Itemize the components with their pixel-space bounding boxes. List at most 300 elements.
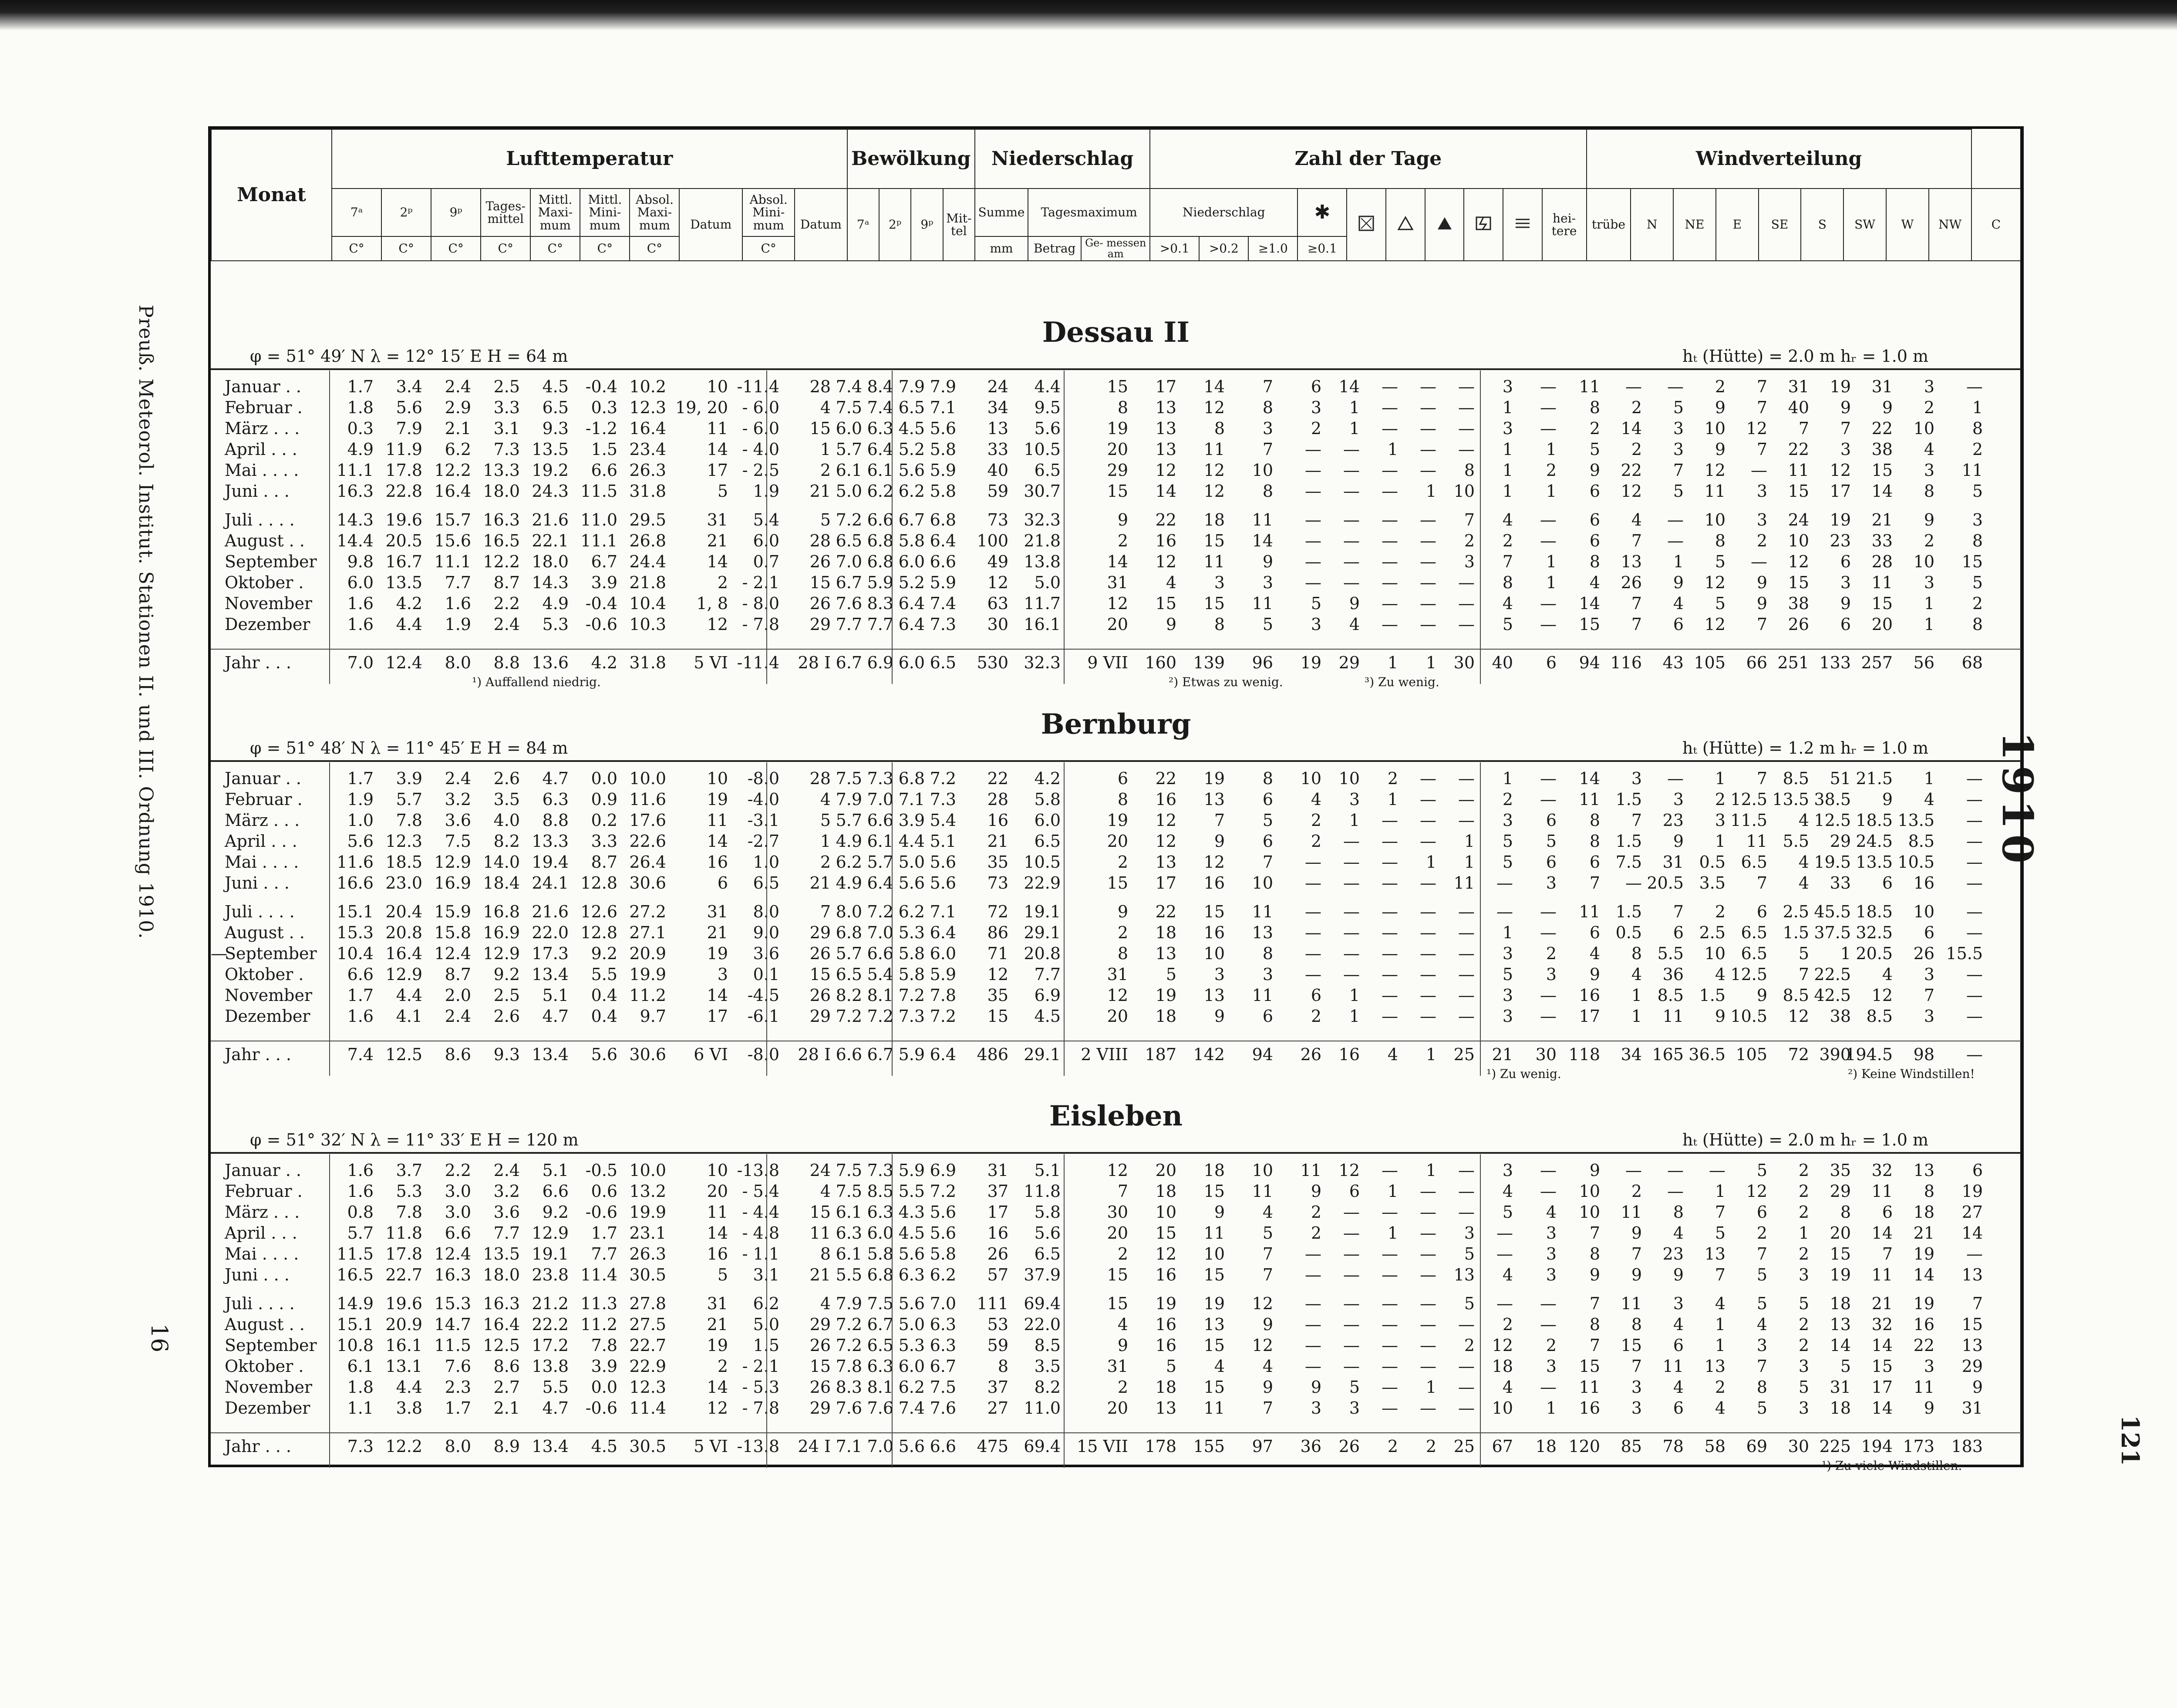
table-cell: — <box>1343 531 1360 550</box>
table-cell: 16.1 <box>1024 615 1061 634</box>
table-cell: 12.2 <box>483 552 520 571</box>
table-cell: 5.7 <box>347 1223 374 1243</box>
table-cell: 11.2 <box>629 986 666 1005</box>
table-cell: 22 <box>1621 461 1642 480</box>
table-cell: 7 <box>1715 1203 1725 1222</box>
table-cell: 11 <box>1252 594 1273 613</box>
table-cell: 7.9 <box>836 1294 862 1313</box>
table-cell: 5 <box>1464 1244 1475 1263</box>
table-cell: 8 <box>1589 552 1600 571</box>
table-cell: 11.5 <box>1730 811 1767 830</box>
table-cell: 11 <box>1961 461 1983 480</box>
table-cell: - 1.1 <box>742 1244 779 1263</box>
table-row <box>211 419 2021 440</box>
table-cell: 14 <box>1579 594 1600 613</box>
table-cell: — <box>1382 1203 1398 1222</box>
table-cell: 1 <box>1631 986 1642 1005</box>
unit-c: C° <box>381 236 431 261</box>
table-cell: 13 <box>1621 552 1642 571</box>
table-cell: 2.4 <box>493 1161 520 1180</box>
table-cell: — <box>1667 377 1684 396</box>
table-cell: 4 <box>1715 965 1725 984</box>
table-cell: 19 <box>1300 653 1321 672</box>
table-cell: 23 <box>1662 811 1684 830</box>
table-cell: 26.3 <box>629 461 666 480</box>
table-cell: 5.2 <box>898 440 925 459</box>
table-cell: -1.2 <box>585 419 617 438</box>
table-cell: 3 <box>1924 461 1934 480</box>
col-wind-w: W <box>1886 189 1929 261</box>
table-cell: 5 <box>1756 1294 1767 1313</box>
table-cell: 4 <box>1502 1265 1513 1284</box>
table-cell: 19 <box>1203 769 1225 788</box>
table-cell: 4 <box>1798 852 1809 872</box>
table-cell: 12.5 <box>385 1045 422 1064</box>
table-cell: 7 <box>1756 1357 1767 1376</box>
table-cell: 5.5 <box>898 1182 925 1201</box>
table-cell: 1 <box>1502 923 1513 942</box>
table-cell: — <box>1540 986 1557 1005</box>
table-cell: 16 <box>1203 923 1225 942</box>
table-cell: 17 <box>1155 377 1176 396</box>
table-cell: - 8.0 <box>742 594 779 613</box>
table-cell: 3 <box>1311 1398 1321 1418</box>
table-cell: 5 <box>1673 398 1684 417</box>
table-cell: 10.0 <box>629 769 666 788</box>
table-cell: — <box>1458 1182 1475 1201</box>
table-cell: 7 <box>1589 1223 1600 1243</box>
table-cell: 40 <box>1788 398 1809 417</box>
table-cell: 3 <box>1546 873 1557 893</box>
table-cell: 9 <box>1756 594 1767 613</box>
table-cell: 20.5 <box>385 531 422 550</box>
table-cell: 20.9 <box>385 1315 422 1334</box>
table-cell: 1 <box>1349 986 1360 1005</box>
table-cell: 1.7 <box>591 1223 617 1243</box>
table-cell: 8 <box>1840 1203 1851 1222</box>
table-cell: 26.8 <box>629 531 666 550</box>
table-cell: 26 <box>809 1378 831 1397</box>
table-cell: — <box>1420 377 1436 396</box>
table-cell: 9.2 <box>493 965 520 984</box>
table-cell: 12 <box>707 1398 728 1418</box>
unit-c: C° <box>431 236 481 261</box>
table-cell: 31 <box>1662 852 1684 872</box>
table-cell: 1 <box>1546 482 1557 501</box>
table-cell: 22.9 <box>1024 873 1061 893</box>
table-cell: 15 <box>1961 1315 1983 1334</box>
table-cell: 29 <box>809 1315 831 1334</box>
table-cell: 6.1 <box>867 461 893 480</box>
table-cell: 7.9 <box>930 377 956 396</box>
table-cell: 3 <box>1502 1007 1513 1026</box>
table-cell: 8.7 <box>445 965 471 984</box>
table-cell: 22 <box>987 769 1008 788</box>
table-cell: 111 <box>977 1294 1008 1313</box>
table-cell: 51 <box>1830 769 1851 788</box>
table-cell: 5 <box>820 811 831 830</box>
table-cell: 33 <box>987 440 1008 459</box>
table-cell: 19.1 <box>1024 902 1061 921</box>
table-cell: 0.5 <box>1615 923 1642 942</box>
table-cell: 7 <box>1798 419 1809 438</box>
table-cell: 7.3 <box>930 615 956 634</box>
table-cell: 7.9 <box>836 790 862 809</box>
table-cell: 22 <box>1788 440 1809 459</box>
table-cell: 120 <box>1568 1437 1600 1456</box>
table-cell: 6.2 <box>930 1265 956 1284</box>
col-wind-ne: NE <box>1673 189 1716 261</box>
table-cell: 8.3 <box>836 1378 862 1397</box>
table-cell: 7 <box>1756 769 1767 788</box>
table-cell: 2 <box>1631 398 1642 417</box>
table-cell: 4 <box>1673 1223 1684 1243</box>
table-cell: 11 <box>1621 1203 1642 1222</box>
table-cell: 6.3 <box>542 790 569 809</box>
table-cell: 6 <box>717 873 728 893</box>
table-cell: — <box>1458 594 1475 613</box>
table-cell: 11.6 <box>337 852 374 872</box>
table-cell: 7.3 <box>867 1161 893 1180</box>
table-cell: 1.0 <box>347 811 374 830</box>
table-cell: 7.3 <box>867 769 893 788</box>
frost-icon <box>1386 189 1425 261</box>
table-cell: — <box>1458 377 1475 396</box>
table-cell: 24.1 <box>532 873 569 893</box>
table-cell: 15.3 <box>337 923 374 942</box>
table-cell: 187 <box>1145 1045 1176 1064</box>
col-absol-max: Absol. Maxi- mum <box>630 189 679 236</box>
table-cell: 6.6 <box>867 811 893 830</box>
table-cell: 8.5 <box>867 1182 893 1201</box>
table-cell: 7 <box>1924 986 1934 1005</box>
table-cell: 11.0 <box>1024 1398 1061 1418</box>
table-cell: 38.5 <box>1814 790 1851 809</box>
table-cell: 13 <box>1155 398 1176 417</box>
station-block <box>211 708 2021 1091</box>
table-cell: — <box>1382 1161 1398 1180</box>
month-label: August . . <box>225 923 305 942</box>
table-cell: 8.8 <box>493 653 520 672</box>
table-cell: 7.5 <box>836 1182 862 1201</box>
table-cell: 0.4 <box>591 986 617 1005</box>
table-cell: 5.6 <box>1034 419 1061 438</box>
table-cell: 5.8 <box>898 944 925 963</box>
table-cell: 1.6 <box>347 594 374 613</box>
table-cell: 10.4 <box>337 944 374 963</box>
table-cell: 31 <box>1788 377 1809 396</box>
table-cell: 14 <box>1961 1223 1983 1243</box>
table-cell: 100 <box>977 531 1008 550</box>
table-cell: 1 <box>1546 552 1557 571</box>
col-tagesmittel: Tages- mittel <box>481 189 530 236</box>
col-gemessen: Ge- messen am <box>1081 236 1150 261</box>
table-cell: 11.4 <box>580 1265 617 1284</box>
table-cell: 7.5 <box>1615 852 1642 872</box>
table-cell: — <box>1540 531 1557 550</box>
table-cell: — <box>1751 552 1767 571</box>
table-cell: 8 <box>820 1244 831 1263</box>
table-cell: 0.5 <box>1699 852 1725 872</box>
table-cell: 8 <box>1924 482 1934 501</box>
table-cell: 11.5 <box>580 482 617 501</box>
table-cell: — <box>1343 1315 1360 1334</box>
col-mittl-min: Mittl. Mini- mum <box>580 189 630 236</box>
table-cell: 16 <box>1913 1315 1934 1334</box>
table-cell: 7.1 <box>930 902 956 921</box>
table-cell: 12 <box>1252 1336 1273 1355</box>
table-cell: 13.3 <box>483 461 520 480</box>
table-cell: — <box>1382 923 1398 942</box>
table-cell: 4.3 <box>898 1203 925 1222</box>
table-cell: 16.4 <box>483 1315 520 1334</box>
table-cell: 9 <box>1840 398 1851 417</box>
table-cell: 7 <box>1262 852 1273 872</box>
table-cell: 194 <box>1861 1437 1893 1456</box>
table-cell: 12 <box>1704 461 1725 480</box>
table-cell: 2.5 <box>1699 923 1725 942</box>
table-cell: 9.5 <box>1034 398 1061 417</box>
table-cell: 1 <box>1464 832 1475 851</box>
table-cell: — <box>1625 1161 1642 1180</box>
table-cell: 8.3 <box>867 594 893 613</box>
table-cell: — <box>1305 902 1321 921</box>
footnote: ²) Etwas zu wenig. <box>1169 675 1283 689</box>
unit-c: C° <box>742 236 795 261</box>
table-cell: 16.3 <box>337 482 374 501</box>
table-cell: 6.0 <box>930 944 956 963</box>
table-cell: 2 <box>1311 811 1321 830</box>
table-cell: 6.5 <box>930 653 956 672</box>
table-cell: 69.4 <box>1024 1437 1061 1456</box>
table-cell: 7 <box>1673 902 1684 921</box>
month-label: Januar . . <box>225 1161 301 1180</box>
table-cell: 7 <box>1798 965 1809 984</box>
table-cell: 9 <box>1311 1182 1321 1201</box>
table-cell: 173 <box>1903 1437 1934 1456</box>
table-cell: 2 <box>1117 923 1128 942</box>
table-cell: 5 <box>1972 482 1983 501</box>
table-row <box>211 461 2021 482</box>
table-cell: 10.3 <box>629 615 666 634</box>
table-cell: 30.7 <box>1024 482 1061 501</box>
table-cell: 16.3 <box>483 1294 520 1313</box>
table-cell: 37.5 <box>1814 923 1851 942</box>
table-cell: 14 <box>707 1378 728 1397</box>
table-cell: 30.5 <box>629 1265 666 1284</box>
table-cell: 3 <box>1924 377 1934 396</box>
table-cell: 5.6 <box>930 1223 956 1243</box>
table-cell: 11 <box>1300 1161 1321 1180</box>
table-cell: 6.2 <box>898 1378 925 1397</box>
table-cell: 12.4 <box>385 653 422 672</box>
table-cell: 7.0 <box>347 653 374 672</box>
table-cell: 5 <box>1502 615 1513 634</box>
table-cell: 20.9 <box>629 944 666 963</box>
table-cell: 2.1 <box>493 1398 520 1418</box>
table-cell: 26 <box>809 944 831 963</box>
table-cell: 11 <box>1621 1294 1642 1313</box>
table-cell: 6.1 <box>836 1244 862 1263</box>
table-cell: — <box>1540 398 1557 417</box>
table-cell: 7 <box>1715 1265 1725 1284</box>
table-cell: 11 <box>1746 832 1767 851</box>
table-cell: 7.5 <box>930 1378 956 1397</box>
table-cell: 11 <box>1203 440 1225 459</box>
table-cell: 10 <box>1913 552 1934 571</box>
table-cell: 6.6 <box>930 552 956 571</box>
table-cell: 29 <box>1107 461 1128 480</box>
table-cell: 5.9 <box>867 573 893 592</box>
table-cell: 12.5 <box>483 1336 520 1355</box>
table-cell: — <box>1343 1265 1360 1284</box>
table-cell: — <box>1966 832 1983 851</box>
table-cell: 6.5 <box>1741 944 1767 963</box>
table-cell: -0.4 <box>585 594 617 613</box>
table-cell: -4.5 <box>747 986 779 1005</box>
table-cell: 5 VI <box>694 653 728 672</box>
table-cell: — <box>1540 377 1557 396</box>
table-cell: — <box>1382 461 1398 480</box>
table-row <box>211 923 2021 944</box>
table-cell: 5.1 <box>542 1161 569 1180</box>
table-cell: 12.9 <box>434 852 471 872</box>
page-number-right: 121 <box>2116 1415 2144 1466</box>
table-cell: 18 <box>1203 1161 1225 1180</box>
table-cell: 6.5 <box>542 398 569 417</box>
table-cell: 19.6 <box>385 1294 422 1313</box>
table-row <box>211 986 2021 1007</box>
table-cell: 1 <box>1502 769 1513 788</box>
table-cell: 4 <box>1631 510 1642 529</box>
table-cell: — <box>1420 923 1436 942</box>
table-row <box>211 398 2021 419</box>
table-cell: 11.5 <box>337 1244 374 1263</box>
table-cell: — <box>1305 461 1321 480</box>
table-cell: — <box>1343 852 1360 872</box>
station-name: Eisleben <box>1049 1100 1183 1132</box>
table-cell: 9 <box>1117 902 1128 921</box>
col-wind-se: SE <box>1759 189 1801 261</box>
table-cell: — <box>1420 790 1436 809</box>
table-cell: 7.4 <box>867 398 893 417</box>
table-cell: 6 <box>1117 769 1128 788</box>
table-cell: 3 <box>1840 573 1851 592</box>
ice-day-icon <box>1425 189 1464 261</box>
table-cell: 10.0 <box>629 1161 666 1180</box>
table-cell: 34 <box>987 398 1008 417</box>
table-cell: 5.0 <box>836 482 862 501</box>
col-datum-min: Datum <box>795 189 847 261</box>
table-cell: 5 <box>1798 1294 1809 1313</box>
table-cell: 1 <box>1387 653 1398 672</box>
table-cell: 5.2 <box>898 573 925 592</box>
table-cell: 37 <box>987 1182 1008 1201</box>
table-cell: — <box>1382 811 1398 830</box>
table-cell: 4.2 <box>396 594 422 613</box>
table-cell: 2 <box>717 1357 728 1376</box>
table-cell: 9 <box>1631 1223 1642 1243</box>
table-cell: 105 <box>1736 1045 1767 1064</box>
table-cell: 12 <box>1203 852 1225 872</box>
table-cell: 9.3 <box>542 419 569 438</box>
table-cell: 7.7 <box>836 615 862 634</box>
table-cell: 20.5 <box>1856 944 1893 963</box>
table-cell: 5.8 <box>1034 790 1061 809</box>
table-cell: 2 <box>1311 1223 1321 1243</box>
table-cell: 9.2 <box>591 944 617 963</box>
table-cell: 12.6 <box>580 902 617 921</box>
table-cell: 6.4 <box>867 440 893 459</box>
table-cell: 9 <box>1756 573 1767 592</box>
table-cell: 20 <box>1871 615 1893 634</box>
table-cell: -11.4 <box>737 377 779 396</box>
table-cell: 118 <box>1568 1045 1600 1064</box>
table-cell: 7 <box>1631 531 1642 550</box>
table-cell: -2.7 <box>747 832 779 851</box>
table-cell: 7.7 <box>493 1223 520 1243</box>
table-cell: 6 <box>1262 790 1273 809</box>
table-cell: 5 <box>717 482 728 501</box>
table-cell: 8 <box>1117 944 1128 963</box>
table-cell: 4.9 <box>836 832 862 851</box>
table-cell: 12 <box>1871 986 1893 1005</box>
table-cell: — <box>1458 615 1475 634</box>
table-cell: 7 <box>1589 873 1600 893</box>
table-cell: — <box>1382 1378 1398 1397</box>
table-cell: 23.0 <box>385 873 422 893</box>
table-cell: 7.1 <box>898 790 925 809</box>
table-cell: 13 <box>987 419 1008 438</box>
table-cell: 16.7 <box>385 552 422 571</box>
table-cell: — <box>1709 1161 1725 1180</box>
table-cell: 7 <box>1972 1294 1983 1313</box>
table-cell: — <box>1382 594 1398 613</box>
table-cell: 1 <box>1798 1223 1809 1243</box>
table-cell: 2 <box>1756 531 1767 550</box>
column-rule <box>892 762 893 1076</box>
table-cell: — <box>1305 1357 1321 1376</box>
table-cell: 11.3 <box>580 1294 617 1313</box>
table-cell: 7 <box>1673 461 1684 480</box>
table-cell: 98 <box>1913 1045 1934 1064</box>
table-cell: — <box>1382 873 1398 893</box>
table-cell: 9.2 <box>542 1203 569 1222</box>
table-cell: 1 <box>1502 440 1513 459</box>
table-cell: 19 <box>1203 1294 1225 1313</box>
table-cell: 15 <box>1107 1294 1128 1313</box>
month-label: September <box>225 1336 317 1355</box>
table-cell: 21 <box>707 923 728 942</box>
table-cell: 5.4 <box>867 965 893 984</box>
table-cell: 8 <box>1589 832 1600 851</box>
table-cell: — <box>1420 573 1436 592</box>
table-cell: 26 <box>809 1336 831 1355</box>
table-cell: 94 <box>1579 653 1600 672</box>
table-cell: 15 <box>809 1203 831 1222</box>
table-cell: — <box>1305 531 1321 550</box>
table-cell: 11.1 <box>434 552 471 571</box>
table-cell: 19 <box>707 944 728 963</box>
table-cell: 0.9 <box>591 790 617 809</box>
table-cell: 1 <box>1425 1161 1436 1180</box>
table-cell: 7 <box>1840 419 1851 438</box>
col-wind-sw: SW <box>1843 189 1886 261</box>
table-cell: 11 <box>1871 573 1893 592</box>
table-cell: 11.6 <box>629 790 666 809</box>
table-cell: 24.5 <box>1856 832 1893 851</box>
table-cell: - 2.5 <box>742 461 779 480</box>
